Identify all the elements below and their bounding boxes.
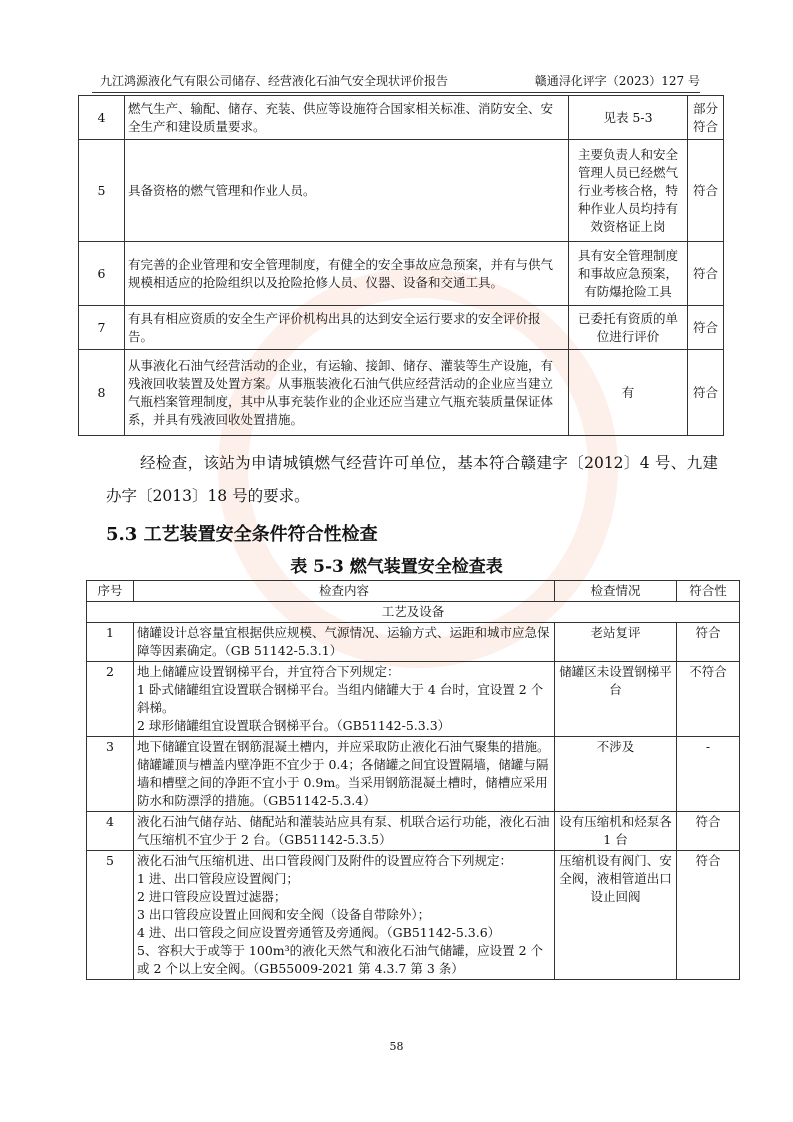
row-number: 7 [79, 306, 125, 350]
row-number: 3 [87, 737, 134, 812]
table-row [87, 662, 740, 737]
row-status: 见表 5-3 [569, 96, 688, 140]
row-number: 1 [87, 623, 134, 662]
row-content [134, 851, 555, 980]
row-result: 符合 [677, 812, 740, 851]
row-item: 具备资格的燃气管理和作业人员。 [125, 140, 569, 242]
row-result: 符合 [688, 306, 724, 350]
table-row [79, 242, 724, 306]
content-line: 3 出口管段应设置止回阀和安全阀（设备自带除外）； [137, 907, 431, 922]
content-line: 液化石油气储存站、储配站和灌装站应具有泵、机联合运行功能，液化石油气压缩机不宜少于 2 台。（GB51142-5.3.5） [137, 814, 550, 847]
row-content [134, 623, 555, 662]
row-number: 5 [87, 851, 134, 980]
row-status: 具有安全管理制度和事故应急预案，有防爆抢险工具 [569, 242, 688, 306]
table-row [87, 737, 740, 812]
table-header-row [87, 581, 740, 602]
row-result: 符合 [688, 140, 724, 242]
content-line: 液化石油气压缩机进、出口管段阀门及附件的设置应符合下列规定： [137, 853, 513, 868]
row-number: 5 [79, 140, 125, 242]
gas-installation-check-table [86, 580, 740, 980]
content-line: 储罐设计总容量宜根据供应规模、气源情况、运输方式、运距和城市应急保障等因素确定。（GB 51142-5.3.1） [137, 625, 550, 658]
content-line: 2 球形储罐组宜设置联合钢梯平台。（GB51142-5.3.3） [137, 718, 451, 733]
row-content [134, 812, 555, 851]
section-heading: 5.3 工艺装置安全条件符合性检查 [106, 524, 378, 545]
header-no: 序号 [87, 581, 134, 602]
row-item: 有具有相应资质的安全生产评价机构出具的达到安全运行要求的安全评价报告。 [125, 306, 569, 350]
row-status: 已委托有资质的单位进行评价 [569, 306, 688, 350]
header-status: 检查情况 [555, 581, 677, 602]
row-result: 符合 [677, 851, 740, 980]
row-content [134, 737, 555, 812]
header-result: 符合性 [677, 581, 740, 602]
row-number: 4 [79, 96, 125, 140]
table-row [79, 96, 724, 140]
table-row [79, 350, 724, 436]
table-caption: 表 5-3 燃气装置安全检查表 [290, 557, 503, 577]
row-result: 不符合 [677, 662, 740, 737]
header-title: 九江鸿源液化气有限公司储存、经营液化石油气安全现状评价报告 [100, 74, 449, 88]
row-content [134, 662, 555, 737]
section-label: 工艺及设备 [87, 602, 740, 623]
row-item: 燃气生产、输配、储存、充装、供应等设施符合国家相关标准、消防安全、安全生产和建设质量要求。 [125, 96, 569, 140]
row-result: 符合 [677, 623, 740, 662]
row-status: 老站复评 [555, 623, 677, 662]
row-result: 符合 [688, 242, 724, 306]
page-number: 58 [389, 1040, 404, 1053]
row-status: 设有压缩机和烃泵各 1 台 [555, 812, 677, 851]
row-number: 8 [79, 350, 125, 436]
row-item: 从事液化石油气经营活动的企业，有运输、接卸、储存、灌装等生产设施，有残液回收装置及处置方案。从事瓶装液化石油气供应经营活动的企业应当建立气瓶档案管理制度，其中从事充装作业的企业还应当建立气瓶充装质量保证体系，并具有残液回收处置措施。 [125, 350, 569, 436]
content-line: 1 进、出口管段应设置阀门； [137, 871, 299, 886]
header-report-number: 赣通浔化评字（2023）127 号 [534, 74, 700, 88]
content-line: 地下储罐宜设置在钢筋混凝土槽内，并应采取防止液化石油气聚集的措施。储罐罐顶与槽盖内壁净距不宜少于 0.4；各储罐之间宜设置隔墙，储罐与隔墙和槽壁之间的净距不宜小于 0.9m。当采用钢筋混凝土槽时，储槽应采用防水和防漂浮的措施。（GB51142-5.3.4） [137, 739, 550, 808]
table-row [79, 306, 724, 350]
row-status: 有 [569, 350, 688, 436]
row-number: 2 [87, 662, 134, 737]
table-row [87, 851, 740, 980]
row-number: 6 [79, 242, 125, 306]
row-result: - [677, 737, 740, 812]
row-result: 符合 [688, 350, 724, 436]
row-status: 储罐区未设置钢梯平台 [555, 662, 677, 737]
row-status: 不涉及 [555, 737, 677, 812]
table-row [87, 812, 740, 851]
table-row [87, 623, 740, 662]
license-check-table-continued [78, 95, 724, 436]
conclusion-paragraph: 经检查，该站为申请城镇燃气经营许可单位，基本符合赣建字〔2012〕4 号、九建办字〔2013〕18 号的要求。 [106, 454, 718, 505]
row-result: 部分符合 [688, 96, 724, 140]
page-header [92, 68, 700, 93]
content-line: 2 进口管段应设置过滤器； [137, 889, 287, 904]
row-status: 主要负责人和安全管理人员已经燃气行业考核合格，特种作业人员均持有效资格证上岗 [569, 140, 688, 242]
table-section-row [87, 602, 740, 623]
row-number: 4 [87, 812, 134, 851]
content-line: 5、容积大于或等于 100m³的液化天然气和液化石油气储罐，应设置 2 个或 2 个以上安全阀。（GB55009-2021 第 4.3.7 第 3 条） [137, 943, 544, 976]
content-line: 1 卧式储罐组宜设置联合钢梯平台。当组内储罐大于 4 台时，宜设置 2 个斜梯。 [137, 682, 544, 715]
table-row [79, 140, 724, 242]
row-item: 有完善的企业管理和安全管理制度，有健全的安全事故应急预案，并有与供气规模相适应的抢险组织以及抢险抢修人员、仪器、设备和交通工具。 [125, 242, 569, 306]
content-line: 地上储罐应设置钢梯平台，并宜符合下列规定： [137, 664, 400, 679]
content-line: 4 进、出口管段之间应设置旁通管及旁通阀。（GB51142-5.3.6） [137, 925, 501, 940]
header-content: 检查内容 [134, 581, 555, 602]
row-status: 压缩机设有阀门、安全阀，液相管道出口设止回阀 [555, 851, 677, 980]
